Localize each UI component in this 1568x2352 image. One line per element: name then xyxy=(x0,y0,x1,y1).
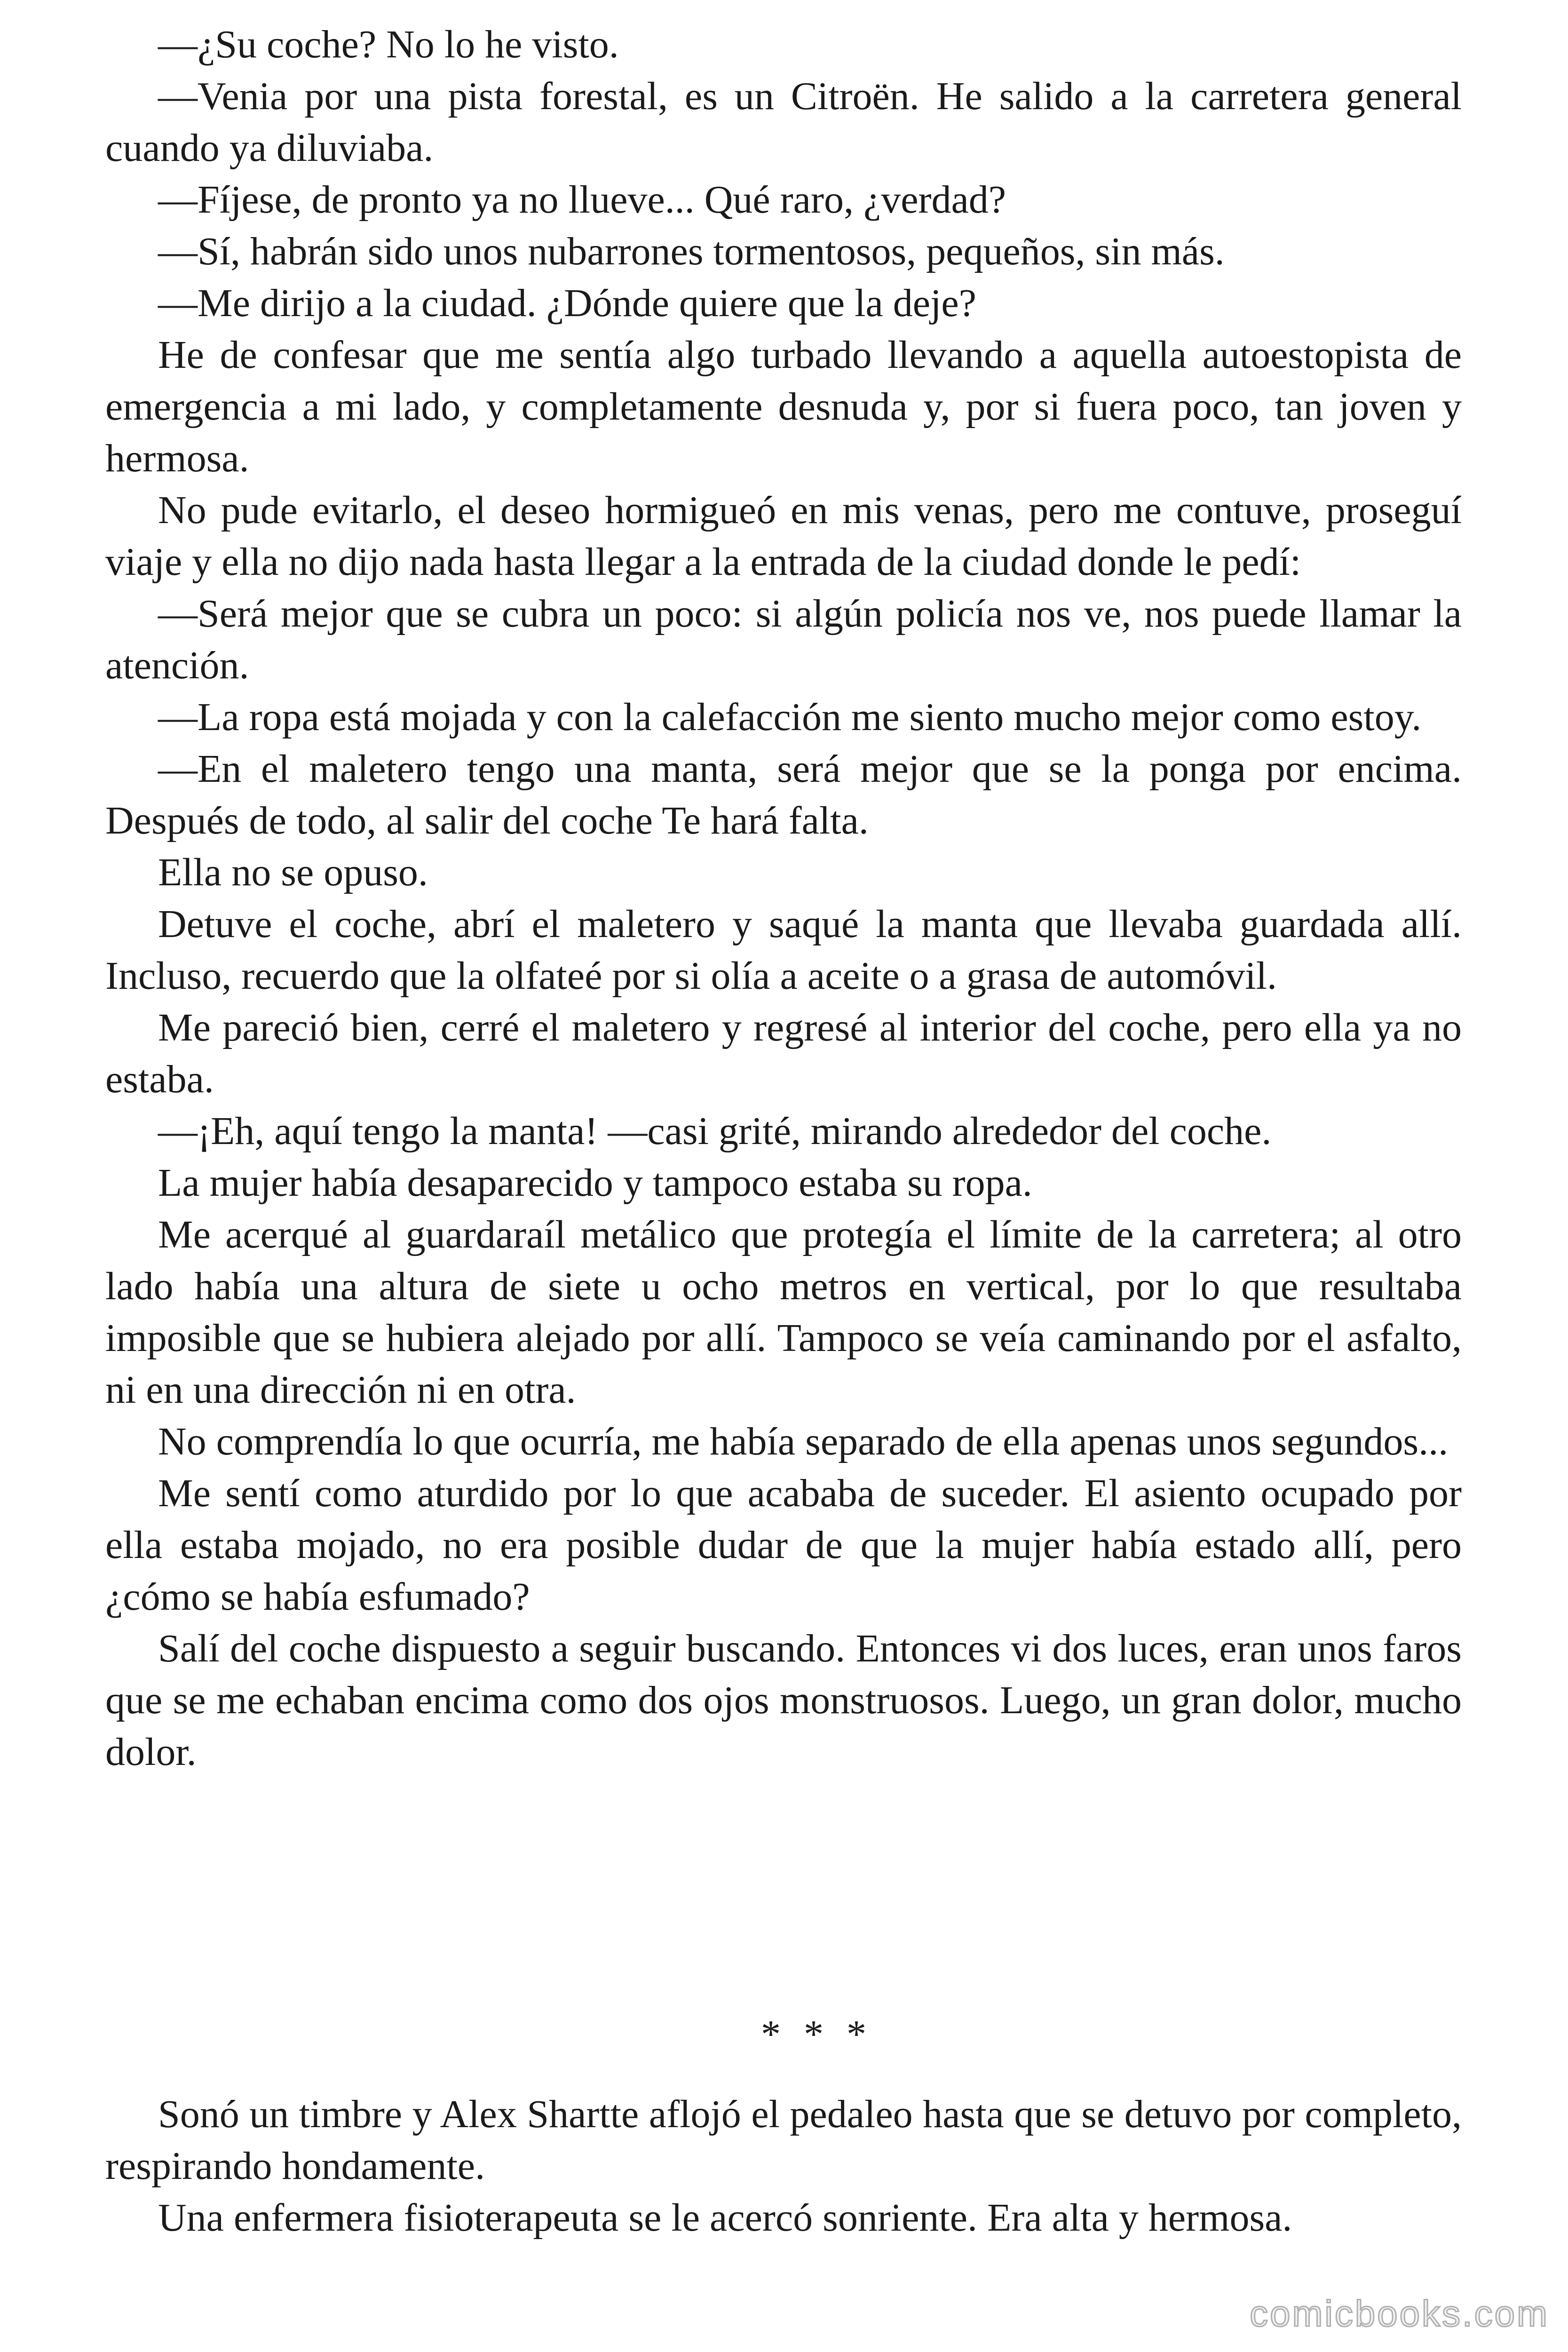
paragraph: —Sí, habrán sido unos nubarrones tormentosos, pequeños, sin más. xyxy=(158,230,1225,273)
bottom-text-block xyxy=(105,2089,1462,2244)
paragraph: —La ropa está mojada y con la calefacción me siento mucho mejor como estoy. xyxy=(158,695,1422,739)
paragraph: Una enfermera fisioterapeuta se le acercó sonriente. Era alta y hermosa. xyxy=(158,2196,1292,2240)
paragraph: Me sentí como aturdido por lo que acababa de suceder. El asiento ocupado por ella estaba mojado, no era posible dudar de que la mujer había estado allí, pero ¿cómo se había esfumado? xyxy=(105,1471,1462,1619)
paragraph: Me pareció bien, cerré el maletero y regresé al interior del coche, pero ella ya no estaba. xyxy=(105,1006,1462,1101)
paragraph: La mujer había desaparecido y tampoco estaba su ropa. xyxy=(158,1161,1032,1205)
watermark: comicbooks.com xyxy=(1250,2293,1549,2334)
section-break: * * * xyxy=(761,2012,873,2056)
paragraph: —¿Su coche? No lo he visto. xyxy=(158,23,619,66)
paragraph: No comprendía lo que ocurría, me había separado de ella apenas unos segundos... xyxy=(158,1420,1449,1463)
paragraph: Detuve el coche, abrí el maletero y saqué la manta que llevaba guardada allí. Incluso, recuerdo que la olfateé por si olía a aceite o a grasa de automóvil. xyxy=(105,902,1462,998)
paragraph: No pude evitarlo, el deseo hormigueó en mis venas, pero me contuve, proseguí viaje y ella no dijo nada hasta llegar a la entrada de la ciudad donde le pedí: xyxy=(105,488,1462,584)
paragraph: Me acerqué al guardaraíl metálico que protegía el límite de la carretera; al otro lado había una altura de siete u ocho metros en vertical, por lo que resultaba imposible que se hubiera alejado por allí. Tampoco se veía caminando por el asfalto, ni en una dirección ni en otra. xyxy=(105,1213,1462,1412)
paragraph: —¡Eh, aquí tengo la manta! —casi grité, mirando alrededor del coche. xyxy=(158,1109,1272,1153)
paragraph: He de confesar que me sentía algo turbado llevando a aquella autoestopista de emergencia a mi lado, y completamente desnuda y, por si fuera poco, tan joven y hermosa. xyxy=(105,333,1462,480)
paragraph: —Me dirijo a la ciudad. ¿Dónde quiere que la deje? xyxy=(158,281,976,325)
paragraph: Ella no se opuso. xyxy=(158,850,428,894)
paragraph: Salí del coche dispuesto a seguir buscando. Entonces vi dos luces, eran unos faros que se me echaban encima como dos ojos monstruosos. Luego, un gran dolor, mucho dolor. xyxy=(105,1627,1462,1774)
paragraph: —Venia por una pista forestal, es un Citroën. He salido a la carretera general cuando ya diluviaba. xyxy=(105,74,1462,170)
paragraph: —En el maletero tengo una manta, será mejor que se la ponga por encima. Después de todo, al salir del coche Te hará falta. xyxy=(105,747,1462,842)
paragraph: Sonó un timbre y Alex Shartte aflojó el pedaleo hasta que se detuvo por completo, respirando hondamente. xyxy=(105,2092,1462,2188)
top-text-block xyxy=(105,19,1462,1778)
paragraph: —Fíjese, de pronto ya no llueve... Qué raro, ¿verdad? xyxy=(158,178,1006,222)
paragraph: —Será mejor que se cubra un poco: si algún policía nos ve, nos puede llamar la atención. xyxy=(105,592,1462,687)
